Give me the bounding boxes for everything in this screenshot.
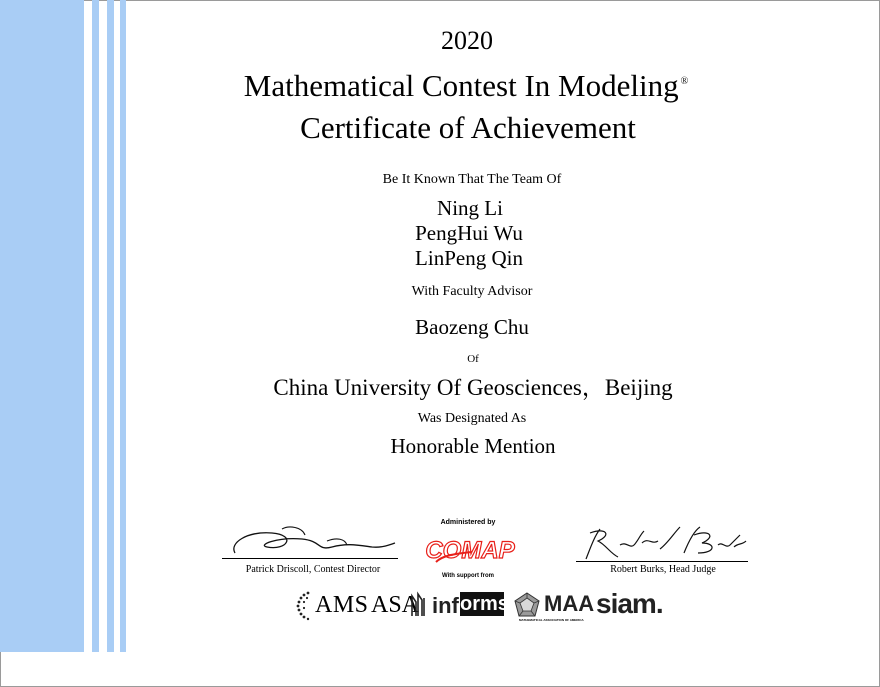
institution-name: China University Of Geosciences，Beijing <box>273 375 673 400</box>
maa-logo: MAA <box>544 591 595 616</box>
head-judge-signature <box>576 523 748 563</box>
intro-text: Be It Known That The Team Of <box>382 172 562 187</box>
decorative-stripe <box>107 0 114 652</box>
signature-line <box>222 558 398 559</box>
designation-label: Was Designated As <box>417 411 527 426</box>
ams-dots-icon <box>296 590 312 620</box>
contest-name: Mathematical Contest In Modeling <box>243 68 679 103</box>
informs-logo <box>432 590 514 618</box>
comap-logo <box>425 528 515 570</box>
team-member: LinPeng Qin <box>415 246 523 270</box>
signature-line <box>576 561 748 562</box>
team-member: Ning Li <box>437 196 503 220</box>
informs-logo-prefix: inf <box>432 593 459 618</box>
maa-subtitle: MATHEMATICAL ASSOCIATION OF AMERICA <box>519 618 584 622</box>
administered-by-label: Administered by <box>440 519 496 526</box>
team-member: PengHui Wu <box>415 221 523 245</box>
decorative-stripe <box>120 0 126 652</box>
maa-polyhedron-icon <box>514 592 540 618</box>
contest-director-signature <box>227 523 397 559</box>
certificate-year: 2020 <box>441 26 493 55</box>
ams-logo: AMS <box>315 592 369 618</box>
informs-logo-suffix: orms <box>460 593 509 615</box>
comap-logo-text: COMAP <box>425 537 515 564</box>
of-label: Of <box>467 353 479 365</box>
sponsor-logos <box>0 586 880 626</box>
decorative-stripe <box>0 0 84 652</box>
asa-mark-icon <box>410 592 428 618</box>
award-designation: Honorable Mention <box>390 434 556 458</box>
advisor-label: With Faculty Advisor <box>411 284 533 299</box>
advisor-name: Baozeng Chu <box>415 315 529 339</box>
decorative-stripe <box>92 0 99 652</box>
with-support-label: With support from <box>442 573 494 579</box>
siam-logo: siam. <box>596 588 663 619</box>
registered-mark: ® <box>680 76 689 87</box>
contest-name-heading <box>244 68 688 104</box>
asa-logo: ASA <box>371 592 420 618</box>
certificate-title: Certificate of Achievement <box>300 110 636 145</box>
head-judge-label: Robert Burks, Head Judge <box>610 564 716 575</box>
contest-director-label: Patrick Driscoll, Contest Director <box>245 564 381 575</box>
